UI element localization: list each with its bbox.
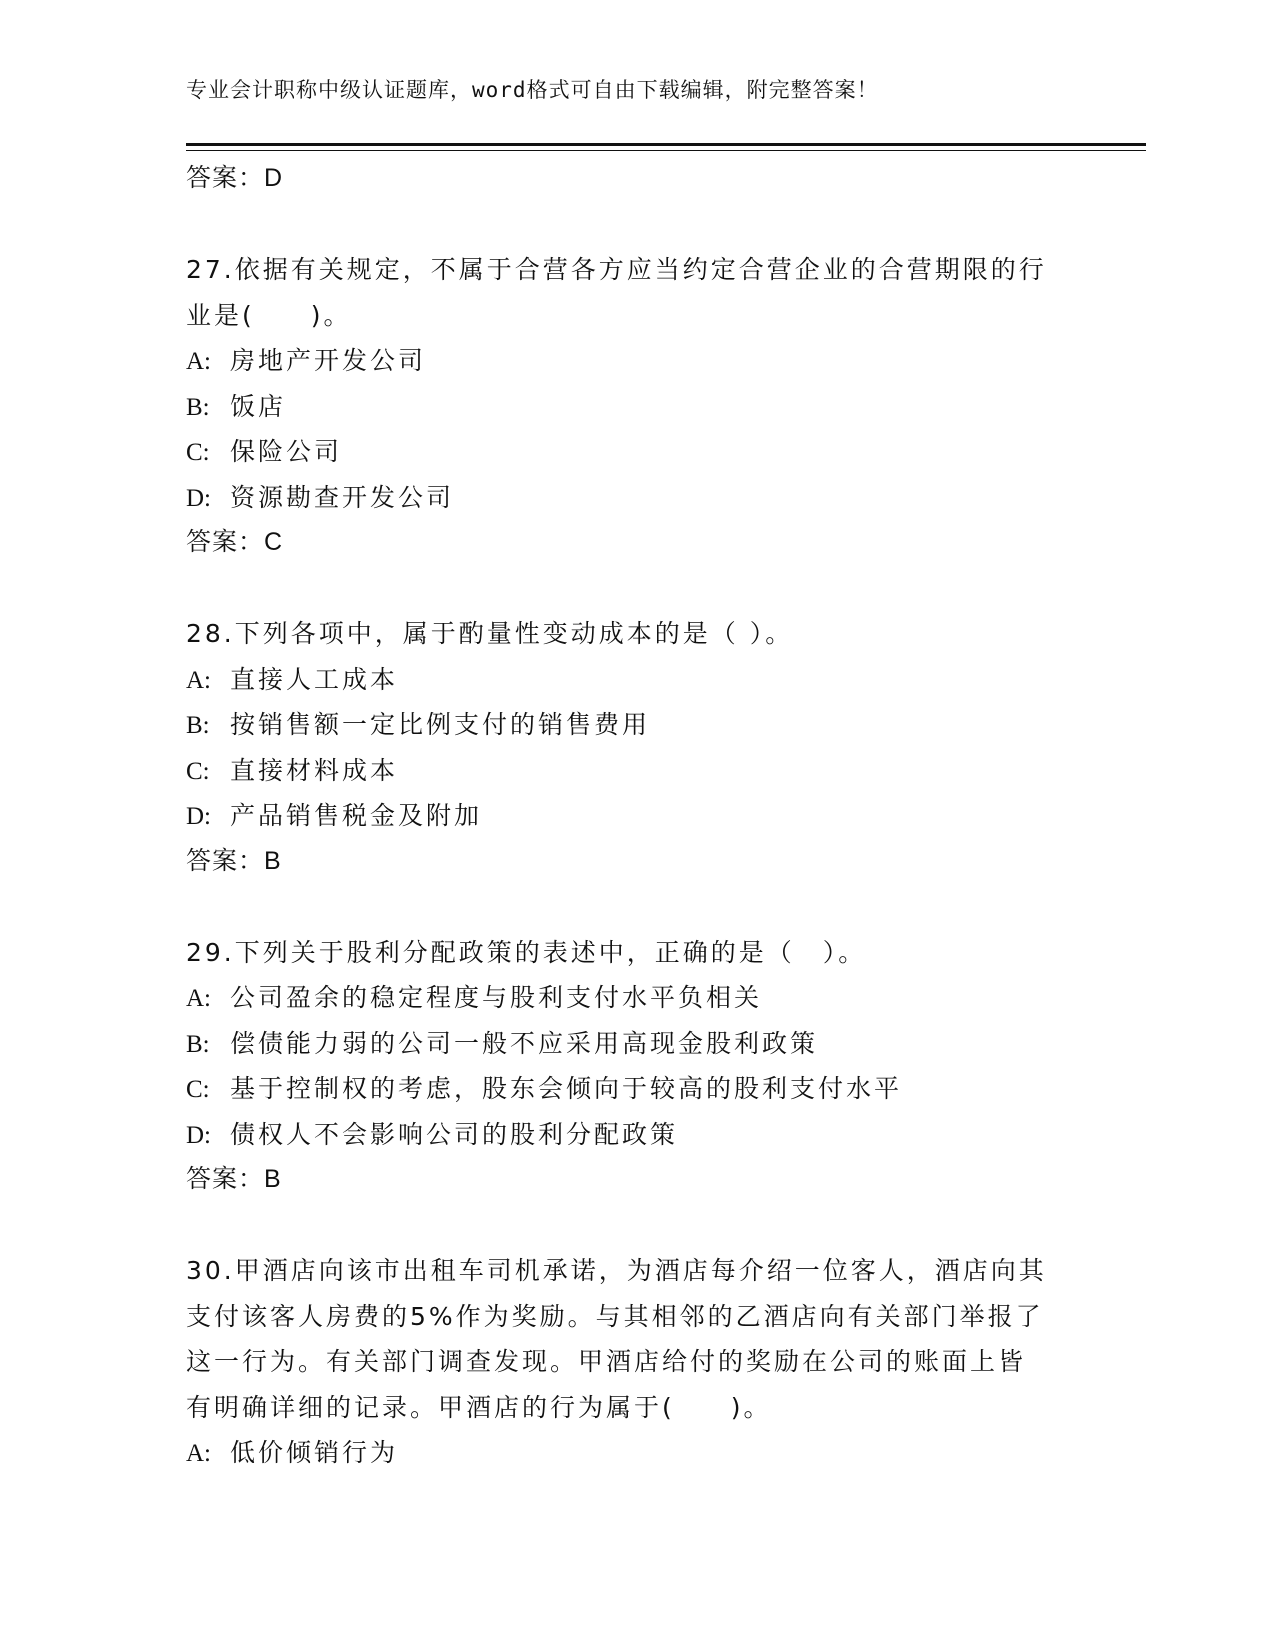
option-text: 低价倾销行为 [230,1438,399,1467]
question-stem: 这一行为。有关部门调查发现。甲酒店给付的奖励在公司的账面上皆 [186,1347,1027,1376]
option-item [186,429,1086,475]
option-item [186,657,1086,703]
option-item [186,384,1086,430]
option-letter: C: [186,1076,210,1103]
option-text: 房地产开发公司 [230,346,427,375]
question-stem: 业是( )。 [186,300,352,330]
option-text: 直接人工成本 [230,664,399,694]
option-text: 偿债能力弱的公司一般不应采用高现金股利政策 [230,1028,819,1058]
option-item [186,338,1086,384]
option-letter: B: [186,712,210,739]
question-content [186,156,1086,1476]
question-block [186,611,1086,884]
page-header-text: 专业会计职称中级认证题库，word格式可自由下载编辑，附完整答案！ [186,78,879,102]
question-block [186,1248,1086,1476]
spacer [186,1203,1086,1249]
previous-answer: 答案：D [186,164,284,192]
answer-line: 答案：B [186,1165,282,1193]
spacer [186,884,1086,930]
option-letter: A: [186,1440,211,1467]
option-letter: C: [186,439,210,466]
option-item [186,748,1086,794]
option-letter: A: [186,985,211,1012]
option-letter: A: [186,666,211,694]
option-text: 基于控制权的考虑，股东会倾向于较高的股利支付水平 [230,1074,903,1103]
question-block [186,247,1086,566]
option-text: 饭店 [230,391,287,421]
option-text: 直接材料成本 [230,755,399,785]
option-item [186,975,1086,1021]
option-item [186,702,1086,748]
option-letter: D: [186,1121,211,1149]
question-stem: 27.依据有关规定，不属于合营各方应当约定合营企业的合营期限的行 [186,255,1047,284]
option-item [186,793,1086,839]
option-letter: D: [186,484,211,512]
option-item [186,1430,1086,1476]
option-text: 公司盈余的稳定程度与股利支付水平负相关 [230,983,763,1012]
option-item [186,475,1086,521]
option-letter: B: [186,1030,210,1058]
option-text: 按销售额一定比例支付的销售费用 [230,710,651,739]
question-stem: 有明确详细的记录。甲酒店的行为属于( )。 [186,1392,772,1422]
question-stem: 29.下列关于股利分配政策的表述中，正确的是（ ）。 [186,937,867,967]
option-letter: A: [186,348,211,375]
option-item [186,1066,1086,1112]
option-text: 债权人不会影响公司的股利分配政策 [230,1119,679,1149]
option-item [186,1021,1086,1067]
header-rule-thin [186,150,1146,151]
header-rule-thick [186,143,1146,146]
question-stem: 28.下列各项中，属于酌量性变动成本的是（ ）。 [186,619,794,648]
question-stem: 支付该客人房费的5%作为奖励。与其相邻的乙酒店向有关部门举报了 [186,1301,1044,1331]
option-text: 保险公司 [230,437,343,466]
option-text: 产品销售税金及附加 [230,801,483,830]
spacer [186,566,1086,612]
question-block [186,930,1086,1203]
answer-line: 答案：C [186,528,284,556]
option-letter: D: [186,803,211,830]
answer-line: 答案：B [186,846,282,875]
option-item [186,1112,1086,1158]
option-text: 资源勘查开发公司 [230,482,455,512]
question-stem: 30.甲酒店向该市出租车司机承诺，为酒店每介绍一位客人，酒店向其 [186,1256,1047,1285]
option-letter: C: [186,757,210,785]
spacer [186,202,1086,248]
option-letter: B: [186,393,210,421]
